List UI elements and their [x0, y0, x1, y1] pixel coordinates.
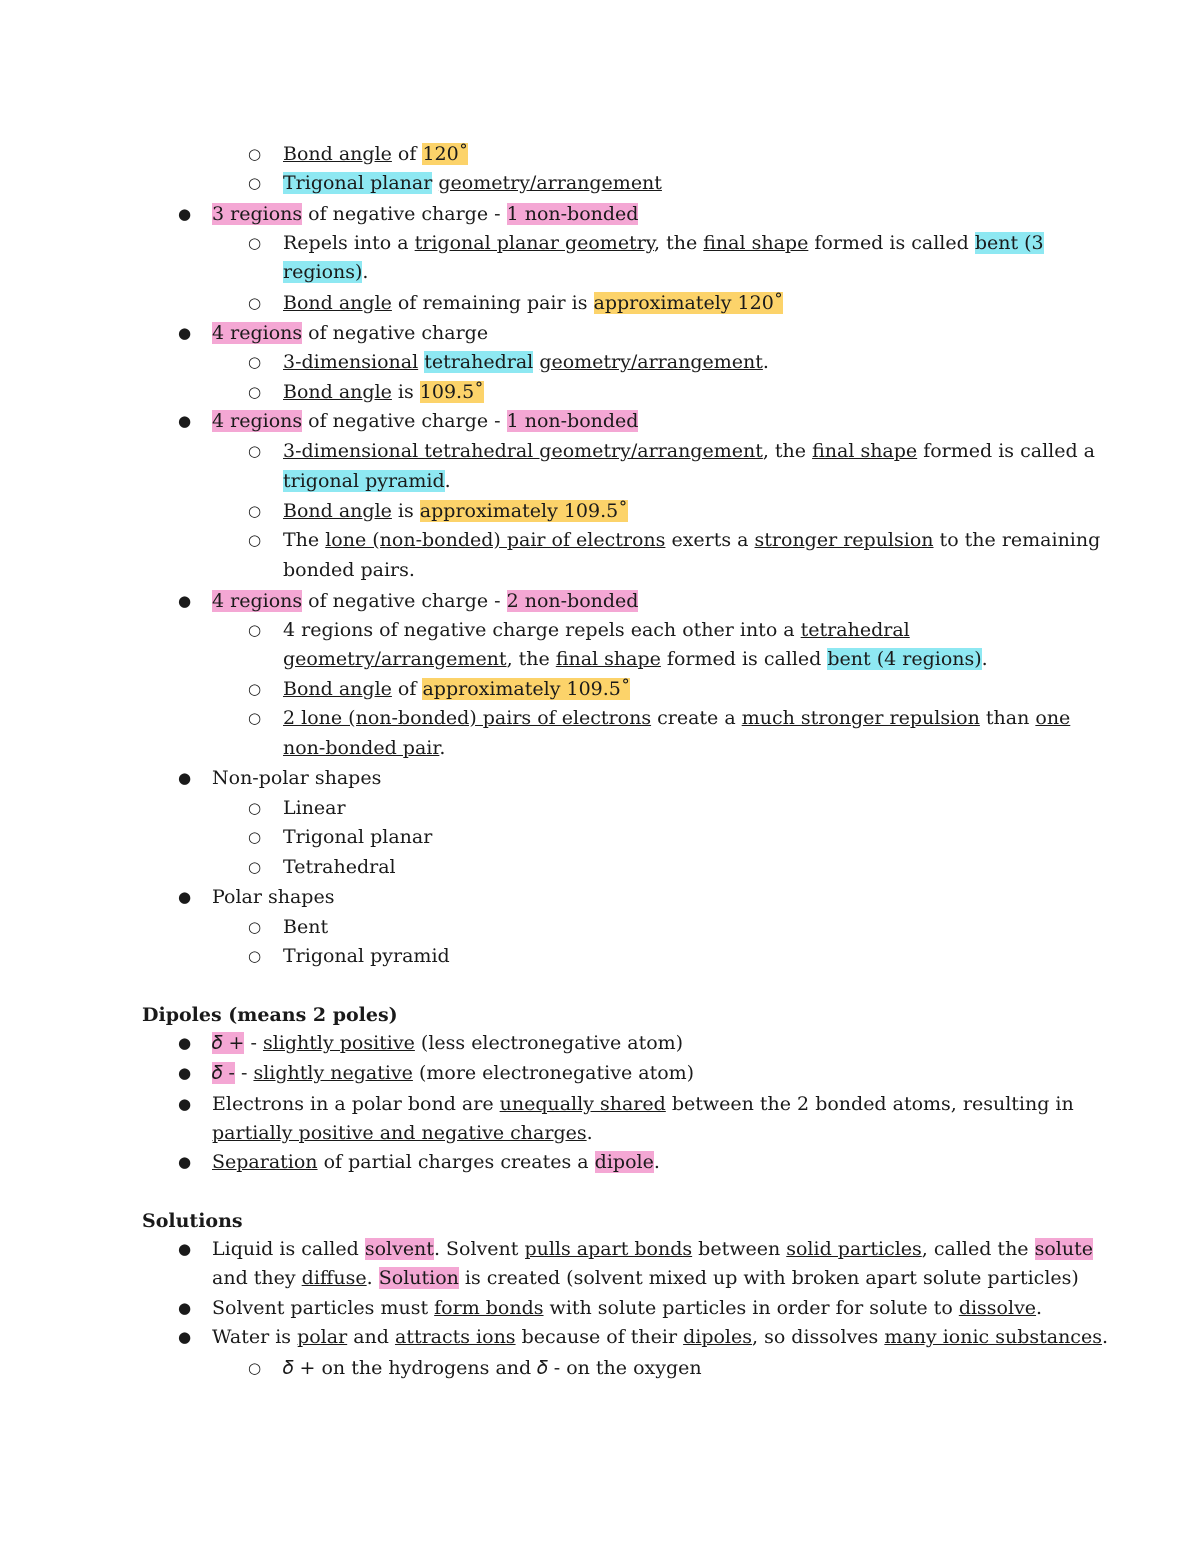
text-run: because of their — [515, 1326, 684, 1348]
list-item — [212, 1092, 1074, 1116]
list-item — [212, 885, 334, 909]
underlined-text: Bond angle — [283, 381, 392, 403]
underlined-text: stronger repulsion — [754, 529, 934, 551]
list-item — [283, 796, 346, 820]
text-run: - — [244, 1032, 263, 1054]
list-item — [283, 558, 415, 582]
underlined-text: slightly negative — [253, 1062, 413, 1084]
bullet-filled-icon: ● — [178, 1240, 192, 1258]
bullet-filled-icon: ● — [178, 769, 192, 787]
highlighted-text: tetrahedral — [424, 351, 534, 373]
highlighted-text: 4 regions — [212, 410, 303, 432]
list-item — [283, 915, 328, 939]
section-heading-dipoles: Dipoles (means 2 poles) — [142, 1004, 398, 1026]
text-run: Bent — [283, 916, 329, 938]
underlined-text: one — [1035, 707, 1071, 729]
underlined-text: unequally shared — [499, 1093, 666, 1115]
list-item — [212, 202, 638, 226]
underlined-text: Bond angle — [283, 143, 392, 165]
highlighted-text: 𝛿 - — [212, 1062, 235, 1084]
text-run: bonded pairs. — [283, 559, 415, 581]
underlined-text: polar — [297, 1326, 348, 1348]
bullet-hollow-icon: ○ — [248, 174, 262, 192]
underlined-text: 3-dimensional tetrahedral geometry/arrangement — [283, 440, 763, 462]
highlighted-text: approximately 109.5˚ — [419, 500, 628, 522]
underlined-text: 2 lone (non-bonded) pairs of electrons — [283, 707, 652, 729]
list-item — [212, 1061, 694, 1085]
text-run: between — [692, 1238, 787, 1260]
text-run: - — [234, 1062, 254, 1084]
underlined-text: form bonds — [434, 1297, 544, 1319]
list-item — [212, 1296, 1042, 1320]
bullet-hollow-icon: ○ — [248, 947, 262, 965]
bullet-hollow-icon: ○ — [248, 828, 262, 846]
list-item — [283, 855, 396, 879]
underlined-text: diffuse — [301, 1267, 367, 1289]
text-run: Linear — [283, 797, 346, 819]
text-run: , called the — [921, 1238, 1035, 1260]
list-item — [212, 1325, 1108, 1349]
text-run: Repels into a — [283, 232, 415, 254]
list-item — [283, 706, 1070, 730]
text-run: and — [347, 1326, 395, 1348]
list-item — [283, 618, 910, 642]
highlighted-text: 109.5˚ — [419, 381, 484, 403]
bullet-hollow-icon: ○ — [248, 799, 262, 817]
underlined-text: dissolve — [958, 1297, 1037, 1319]
text-run: is — [391, 381, 420, 403]
highlighted-text: 4 regions — [212, 590, 303, 612]
text-run: . — [981, 648, 988, 670]
highlighted-text: 3 regions — [212, 203, 303, 225]
underlined-text: final shape — [703, 232, 809, 254]
bullet-hollow-icon: ○ — [248, 294, 262, 312]
list-item — [283, 350, 769, 374]
highlighted-text: regions) — [283, 261, 363, 283]
text-run: Non-polar shapes — [212, 767, 382, 789]
text-run: , the — [762, 440, 813, 462]
list-item — [283, 469, 451, 493]
text-run: Polar shapes — [212, 886, 335, 908]
text-run: (more electronegative atom) — [412, 1062, 695, 1084]
underlined-text: slightly positive — [262, 1032, 415, 1054]
bullet-hollow-icon: ○ — [248, 709, 262, 727]
text-run: (less electronegative atom) — [414, 1032, 684, 1054]
highlighted-text: Trigonal planar — [283, 172, 433, 194]
highlighted-text: 1 non-bonded — [506, 410, 639, 432]
underlined-text: trigonal planar geometry — [414, 232, 654, 254]
bullet-hollow-icon: ○ — [248, 918, 262, 936]
text-run: between the 2 bonded atoms, resulting in — [665, 1093, 1074, 1115]
underlined-text: many ionic substances — [884, 1326, 1102, 1348]
underlined-text: geometry/arrangement — [438, 172, 662, 194]
text-run: is — [391, 500, 420, 522]
list-item — [283, 825, 432, 849]
text-run: of remaining pair is — [391, 292, 594, 314]
text-run: . — [653, 1151, 660, 1173]
text-run: . — [444, 470, 451, 492]
list-item — [283, 647, 988, 671]
bullet-filled-icon: ● — [178, 592, 192, 610]
section-heading-solutions: Solutions — [142, 1210, 243, 1232]
text-run: . — [1101, 1326, 1108, 1348]
text-run: . — [586, 1122, 593, 1144]
underlined-text: partially positive and negative charges — [212, 1122, 587, 1144]
list-item — [283, 142, 468, 166]
text-run: Trigonal planar — [283, 826, 433, 848]
list-item — [212, 1031, 683, 1055]
text-run: of partial charges creates a — [317, 1151, 595, 1173]
text-run: Solvent particles must — [212, 1297, 435, 1319]
list-item — [283, 260, 368, 284]
text-run: formed is called — [808, 232, 975, 254]
highlighted-text: Solution — [378, 1267, 459, 1289]
bullet-filled-icon: ● — [178, 1299, 192, 1317]
bullet-filled-icon: ● — [178, 412, 192, 430]
list-item — [283, 231, 1044, 255]
highlighted-text: 1 non-bonded — [506, 203, 639, 225]
text-run: of — [391, 143, 423, 165]
underlined-text: geometry/arrangement — [283, 648, 507, 670]
underlined-text: 3-dimensional — [283, 351, 419, 373]
underlined-text: tetrahedral — [800, 619, 910, 641]
highlighted-text: trigonal pyramid — [283, 470, 445, 492]
highlighted-text: bent (4 regions) — [827, 648, 982, 670]
list-item — [283, 944, 450, 968]
highlighted-text: 120˚ — [422, 143, 469, 165]
text-run: Trigonal pyramid — [283, 945, 450, 967]
list-item — [212, 1150, 660, 1174]
highlighted-text: approximately 109.5˚ — [422, 678, 631, 700]
list-item — [283, 677, 630, 701]
text-run: is created (solvent mixed up with broken apart solute particles) — [458, 1267, 1079, 1289]
text-run: of negative charge - — [302, 203, 507, 225]
bullet-filled-icon: ● — [178, 324, 192, 342]
bullet-hollow-icon: ○ — [248, 680, 262, 698]
list-item — [212, 1121, 593, 1145]
bullet-filled-icon: ● — [178, 1328, 192, 1346]
highlighted-text: 4 regions — [212, 322, 303, 344]
text-run: . — [1036, 1297, 1043, 1319]
text-run: Liquid is called — [212, 1238, 365, 1260]
bullet-hollow-icon: ○ — [248, 442, 262, 460]
text-run: Tetrahedral — [283, 856, 396, 878]
underlined-text: final shape — [555, 648, 661, 670]
list-item — [283, 171, 662, 195]
text-run: . — [362, 261, 369, 283]
underlined-text: geometry/arrangement — [539, 351, 763, 373]
highlighted-text: solvent — [364, 1238, 434, 1260]
bullet-hollow-icon: ○ — [248, 621, 262, 639]
underlined-text: Bond angle — [283, 292, 392, 314]
bullet-hollow-icon: ○ — [248, 1359, 262, 1377]
bullet-hollow-icon: ○ — [248, 145, 262, 163]
underlined-text: final shape — [812, 440, 918, 462]
bullet-hollow-icon: ○ — [248, 353, 262, 371]
text-run: of negative charge — [302, 322, 489, 344]
text-run: formed is called a — [917, 440, 1095, 462]
bullet-hollow-icon: ○ — [248, 234, 262, 252]
highlighted-text: 𝛿 + — [212, 1032, 245, 1054]
text-run: 𝛿 + on the hydrogens and 𝛿 - on the oxygen — [283, 1357, 702, 1379]
text-run: of negative charge - — [302, 410, 507, 432]
list-item — [212, 409, 638, 433]
highlighted-text: approximately 120˚ — [593, 292, 784, 314]
text-run: . — [366, 1267, 379, 1289]
underlined-text: dipoles — [683, 1326, 752, 1348]
underlined-text: Bond angle — [283, 678, 392, 700]
highlighted-text: bent (3 — [974, 232, 1044, 254]
list-item — [212, 1237, 1093, 1261]
text-run: , so dissolves — [752, 1326, 885, 1348]
bullet-hollow-icon: ○ — [248, 531, 262, 549]
text-run: with solute particles in order for solute to — [543, 1297, 959, 1319]
highlighted-text: solute — [1034, 1238, 1093, 1260]
list-item — [283, 736, 445, 760]
highlighted-text: dipole — [594, 1151, 654, 1173]
text-run: than — [979, 707, 1036, 729]
text-run: Electrons in a polar bond are — [212, 1093, 500, 1115]
list-item — [212, 589, 638, 613]
text-run: of — [391, 678, 423, 700]
list-item — [283, 528, 1100, 552]
text-run: . — [762, 351, 769, 373]
underlined-text: solid particles — [786, 1238, 922, 1260]
text-run: 4 regions of negative charge repels each other into a — [283, 619, 801, 641]
bullet-hollow-icon: ○ — [248, 383, 262, 401]
bullet-filled-icon: ● — [178, 1064, 192, 1082]
list-item — [212, 1266, 1079, 1290]
list-item — [283, 1356, 702, 1380]
text-run: . Solvent — [433, 1238, 525, 1260]
list-item — [283, 499, 628, 523]
bullet-hollow-icon: ○ — [248, 858, 262, 876]
underlined-text: Bond angle — [283, 500, 392, 522]
text-run: formed is called — [660, 648, 828, 670]
underlined-text: attracts ions — [394, 1326, 516, 1348]
underlined-text: lone (non-bonded) pair of electrons — [325, 529, 666, 551]
text-run: create a — [651, 707, 742, 729]
bullet-filled-icon: ● — [178, 205, 192, 223]
list-item — [283, 291, 783, 315]
bullet-filled-icon: ● — [178, 1034, 192, 1052]
bullet-hollow-icon: ○ — [248, 502, 262, 520]
text-run: Water is — [212, 1326, 298, 1348]
bullet-filled-icon: ● — [178, 888, 192, 906]
text-run: The — [283, 529, 326, 551]
text-run: to the remaining — [933, 529, 1101, 551]
text-run: exerts a — [665, 529, 755, 551]
list-item — [212, 766, 381, 790]
underlined-text: Separation — [212, 1151, 318, 1173]
text-run: of negative charge - — [302, 590, 507, 612]
text-run: , the — [506, 648, 556, 670]
text-run: . — [439, 737, 446, 759]
text-run: and they — [212, 1267, 302, 1289]
highlighted-text: 2 non-bonded — [506, 590, 639, 612]
list-item — [283, 439, 1095, 463]
underlined-text: non-bonded pair — [283, 737, 440, 759]
underlined-text: pulls apart bonds — [524, 1238, 693, 1260]
underlined-text: much stronger repulsion — [741, 707, 980, 729]
text-run: , the — [654, 232, 704, 254]
list-item — [212, 321, 488, 345]
bullet-filled-icon: ● — [178, 1153, 192, 1171]
list-item — [283, 380, 484, 404]
bullet-filled-icon: ● — [178, 1095, 192, 1113]
